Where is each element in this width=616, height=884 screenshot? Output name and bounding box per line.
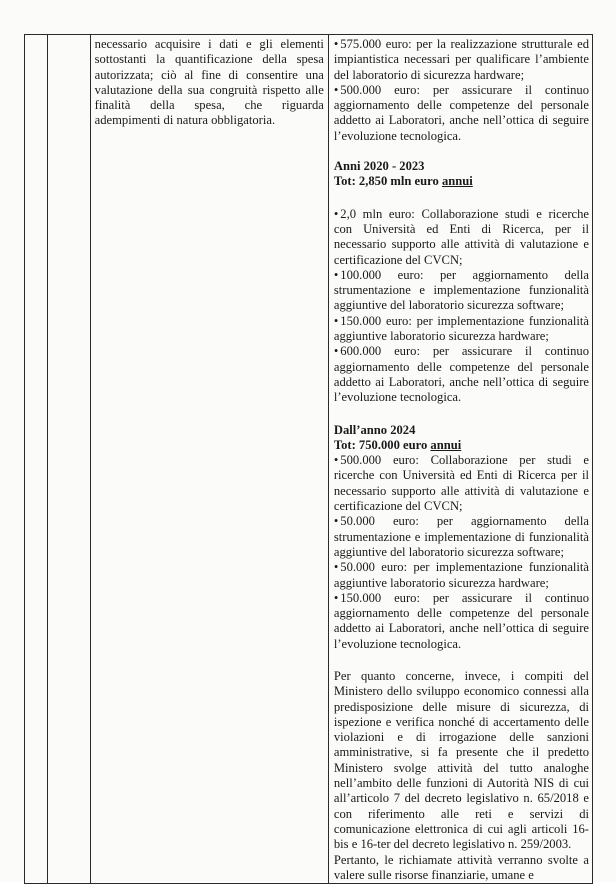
bullet-icon: • — [333, 590, 339, 605]
list-item: • 50.000 euro: per implementazione funzionalità aggiuntive laboratorio sicurezza hardware; — [333, 560, 589, 590]
closing-paragraph: Per quanto concerne, invece, i compiti del Ministero dello sviluppo economico connessi alla predisposizione delle misure di sicurezza, di ispezione e verifica nonché di accertamento delle violazioni e di irrogazione delle sanzioni amministrative, si fa presente che il predetto Ministero svolge attività del tutto analoghe nell’ambito delle funzioni di Autorità NIS di cui all’articolo 7 del decreto legislativo n. 65/2018 e con riferimento alle reti e servizi di comunicazione elettronica di cui agli articoli 16-bis e 16-ter del decreto legislativo n. 259/2003. — [333, 668, 589, 852]
bullet-icon: • — [333, 267, 339, 282]
section-title-2020: Anni 2020 - 2023 — [333, 159, 425, 174]
left-paragraph: necessario acquisire i dati e gli elementi sottostanti la quantificazione della spesa autorizzata; ciò al fine di consentire una valutazione della sua congruità rispetto alle finalità della spesa, che riguarda adempimenti di natura obbligatoria. — [94, 37, 324, 128]
bullet-icon: • — [333, 344, 339, 359]
empty-column-2 — [47, 35, 90, 884]
bullet-icon: • — [333, 313, 339, 328]
section-title-2024: Dall’anno 2024 — [333, 422, 416, 437]
list-item: • 150.000 euro: per assicurare il continuo aggiornamento delle competenze del personale addetto ai Laboratori, anche nell’ottica di seguire l’evoluzione tecnologica. — [333, 590, 589, 651]
bullet-icon: • — [333, 514, 339, 529]
bullet-icon: • — [333, 206, 339, 221]
bullet-icon: • — [333, 560, 339, 575]
list-item: • 2,0 mln euro: Collaborazione studi e ricerche con Università ed Enti di Ricerca, per il necessario supporto alle attività di valutazione e certificazione del CVCN; — [333, 206, 589, 267]
left-text-cell — [90, 35, 328, 884]
list-item: • 575.000 euro: per la realizzazione strutturale ed impiantistica necessari per qualificare l’ambiente del laboratorio di sicurezza hardware; — [333, 37, 589, 82]
section-total-2020: Tot: 2,850 mln euro annui — [333, 174, 473, 189]
section-total-2024: Tot: 750.000 euro annui — [333, 437, 462, 452]
document-table — [24, 34, 593, 884]
bullet-icon: • — [333, 37, 339, 51]
bullet-icon: • — [333, 82, 339, 97]
bullet-icon: • — [333, 453, 339, 468]
list-item: • 50.000 euro: per aggiornamento della strumentazione e implementazione di funzionalità aggiuntive del laboratorio sicurezza software; — [333, 514, 589, 559]
empty-column-1 — [25, 35, 48, 884]
list-item: • 500.000 euro: per assicurare il continuo aggiornamento delle competenze del personale addetto ai Laboratori, anche nell’ottica di seguire l’evoluzione tecnologica. — [333, 82, 589, 143]
table-row — [25, 35, 593, 884]
list-item: • 600.000 euro: per assicurare il continuo aggiornamento delle competenze del personale addetto ai Laboratori, anche nell’ottica di seguire l’evoluzione tecnologica. — [333, 344, 589, 405]
list-item: • 500.000 euro: Collaborazione per studi e ricerche con Università ed Enti di Ricerca per il necessario supporto alle attività di valutazione e certificazione del CVCN; — [333, 453, 589, 514]
list-item: • 150.000 euro: per implementazione funzionalità aggiuntive laboratorio sicurezza hardware; — [333, 313, 589, 344]
list-item: • 100.000 euro: per aggiornamento della strumentazione e implementazione funzionalità aggiuntive del laboratorio sicurezza software; — [333, 267, 589, 313]
closing-paragraph-continued: Pertanto, le richiamate attività verranno svolte a valere sulle risorse finanziarie, umane e — [333, 852, 589, 882]
right-text-cell — [328, 35, 592, 884]
